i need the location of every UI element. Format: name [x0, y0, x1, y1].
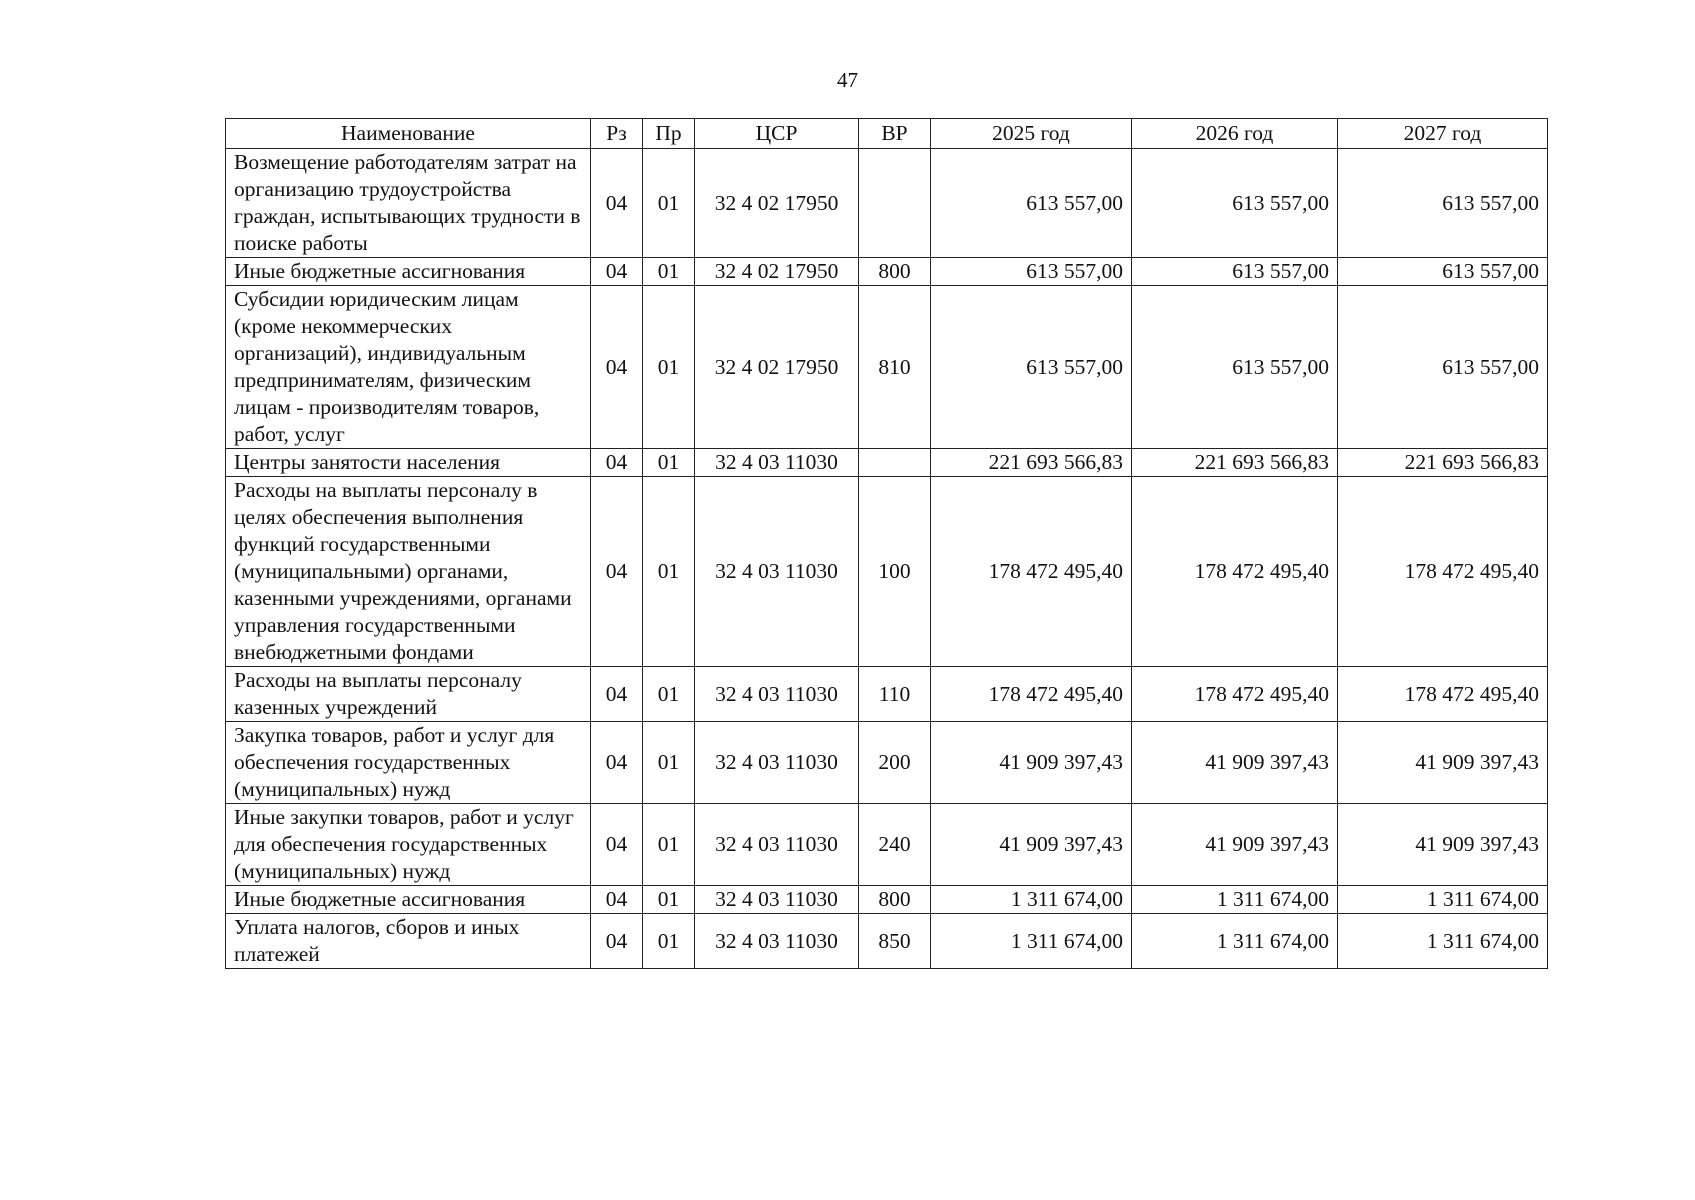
cell-2027: 41 909 397,43	[1338, 804, 1548, 886]
cell-csr: 32 4 03 11030	[695, 667, 859, 722]
cell-2025: 613 557,00	[931, 286, 1132, 449]
cell-pr: 01	[643, 886, 695, 914]
cell-vr: 240	[859, 804, 931, 886]
cell-2027: 1 311 674,00	[1338, 886, 1548, 914]
cell-2026: 41 909 397,43	[1132, 722, 1338, 804]
cell-2027: 178 472 495,40	[1338, 667, 1548, 722]
cell-rz: 04	[591, 667, 643, 722]
cell-csr: 32 4 02 17950	[695, 149, 859, 258]
table-row	[226, 914, 1548, 969]
cell-csr: 32 4 03 11030	[695, 914, 859, 969]
cell-name: Расходы на выплаты персоналу в целях обеспечения выполнения функций государственными (муниципальными) органами, казенными учреждениями, органами управления государственными внебюджетными фондами	[226, 477, 591, 667]
table-row	[226, 667, 1548, 722]
cell-vr: 850	[859, 914, 931, 969]
cell-name: Уплата налогов, сборов и иных платежей	[226, 914, 591, 969]
cell-rz: 04	[591, 449, 643, 477]
page-number: 47	[837, 68, 858, 92]
cell-vr	[859, 149, 931, 258]
cell-vr: 800	[859, 886, 931, 914]
cell-2026: 221 693 566,83	[1132, 449, 1338, 477]
cell-2025: 613 557,00	[931, 149, 1132, 258]
cell-name: Иные бюджетные ассигнования	[226, 886, 591, 914]
cell-csr: 32 4 03 11030	[695, 886, 859, 914]
header-vr: ВР	[859, 119, 931, 149]
cell-pr: 01	[643, 804, 695, 886]
header-name: Наименование	[226, 119, 591, 149]
cell-2027: 613 557,00	[1338, 258, 1548, 286]
cell-2027: 221 693 566,83	[1338, 449, 1548, 477]
cell-2025: 1 311 674,00	[931, 914, 1132, 969]
cell-2027: 178 472 495,40	[1338, 477, 1548, 667]
header-csr: ЦСР	[695, 119, 859, 149]
cell-csr: 32 4 03 11030	[695, 477, 859, 667]
cell-2026: 178 472 495,40	[1132, 667, 1338, 722]
cell-vr: 810	[859, 286, 931, 449]
cell-rz: 04	[591, 804, 643, 886]
cell-pr: 01	[643, 258, 695, 286]
cell-2025: 1 311 674,00	[931, 886, 1132, 914]
cell-pr: 01	[643, 149, 695, 258]
table-header-row	[226, 119, 1548, 149]
cell-name: Иные бюджетные ассигнования	[226, 258, 591, 286]
table-row	[226, 258, 1548, 286]
cell-2025: 41 909 397,43	[931, 804, 1132, 886]
header-2025: 2025 год	[931, 119, 1132, 149]
cell-rz: 04	[591, 149, 643, 258]
cell-pr: 01	[643, 477, 695, 667]
cell-2025: 221 693 566,83	[931, 449, 1132, 477]
cell-pr: 01	[643, 449, 695, 477]
cell-2026: 1 311 674,00	[1132, 886, 1338, 914]
table-row	[226, 286, 1548, 449]
header-2026: 2026 год	[1132, 119, 1338, 149]
header-2027: 2027 год	[1338, 119, 1548, 149]
cell-2027: 41 909 397,43	[1338, 722, 1548, 804]
cell-rz: 04	[591, 886, 643, 914]
cell-2026: 178 472 495,40	[1132, 477, 1338, 667]
cell-csr: 32 4 02 17950	[695, 258, 859, 286]
table-row	[226, 477, 1548, 667]
budget-table	[225, 118, 1548, 969]
cell-name: Закупка товаров, работ и услуг для обеспечения государственных (муниципальных) нужд	[226, 722, 591, 804]
header-pr: Пр	[643, 119, 695, 149]
cell-name: Иные закупки товаров, работ и услуг для обеспечения государственных (муниципальных) нужд	[226, 804, 591, 886]
cell-2026: 613 557,00	[1132, 258, 1338, 286]
cell-csr: 32 4 03 11030	[695, 449, 859, 477]
cell-pr: 01	[643, 667, 695, 722]
cell-name: Центры занятости населения	[226, 449, 591, 477]
cell-2027: 613 557,00	[1338, 149, 1548, 258]
cell-2026: 1 311 674,00	[1132, 914, 1338, 969]
cell-pr: 01	[643, 914, 695, 969]
cell-vr: 200	[859, 722, 931, 804]
cell-rz: 04	[591, 914, 643, 969]
cell-name: Субсидии юридическим лицам (кроме некоммерческих организаций), индивидуальным предпринимателям, физическим лицам - производителям товаров, работ, услуг	[226, 286, 591, 449]
cell-2026: 613 557,00	[1132, 286, 1338, 449]
cell-2025: 613 557,00	[931, 258, 1132, 286]
cell-rz: 04	[591, 477, 643, 667]
table-row	[226, 722, 1548, 804]
cell-name: Расходы на выплаты персоналу казенных учреждений	[226, 667, 591, 722]
cell-pr: 01	[643, 286, 695, 449]
cell-2026: 41 909 397,43	[1132, 804, 1338, 886]
cell-vr: 100	[859, 477, 931, 667]
table-row	[226, 449, 1548, 477]
table-row	[226, 804, 1548, 886]
cell-rz: 04	[591, 286, 643, 449]
cell-pr: 01	[643, 722, 695, 804]
table-row	[226, 149, 1548, 258]
cell-rz: 04	[591, 722, 643, 804]
cell-csr: 32 4 03 11030	[695, 804, 859, 886]
cell-vr: 110	[859, 667, 931, 722]
cell-vr	[859, 449, 931, 477]
cell-csr: 32 4 03 11030	[695, 722, 859, 804]
cell-2026: 613 557,00	[1132, 149, 1338, 258]
header-rz: Рз	[591, 119, 643, 149]
cell-2025: 178 472 495,40	[931, 477, 1132, 667]
cell-vr: 800	[859, 258, 931, 286]
cell-name: Возмещение работодателям затрат на организацию трудоустройства граждан, испытывающих трудности в поиске работы	[226, 149, 591, 258]
table-row	[226, 886, 1548, 914]
cell-2025: 41 909 397,43	[931, 722, 1132, 804]
cell-2027: 613 557,00	[1338, 286, 1548, 449]
cell-2027: 1 311 674,00	[1338, 914, 1548, 969]
cell-2025: 178 472 495,40	[931, 667, 1132, 722]
cell-rz: 04	[591, 258, 643, 286]
cell-csr: 32 4 02 17950	[695, 286, 859, 449]
